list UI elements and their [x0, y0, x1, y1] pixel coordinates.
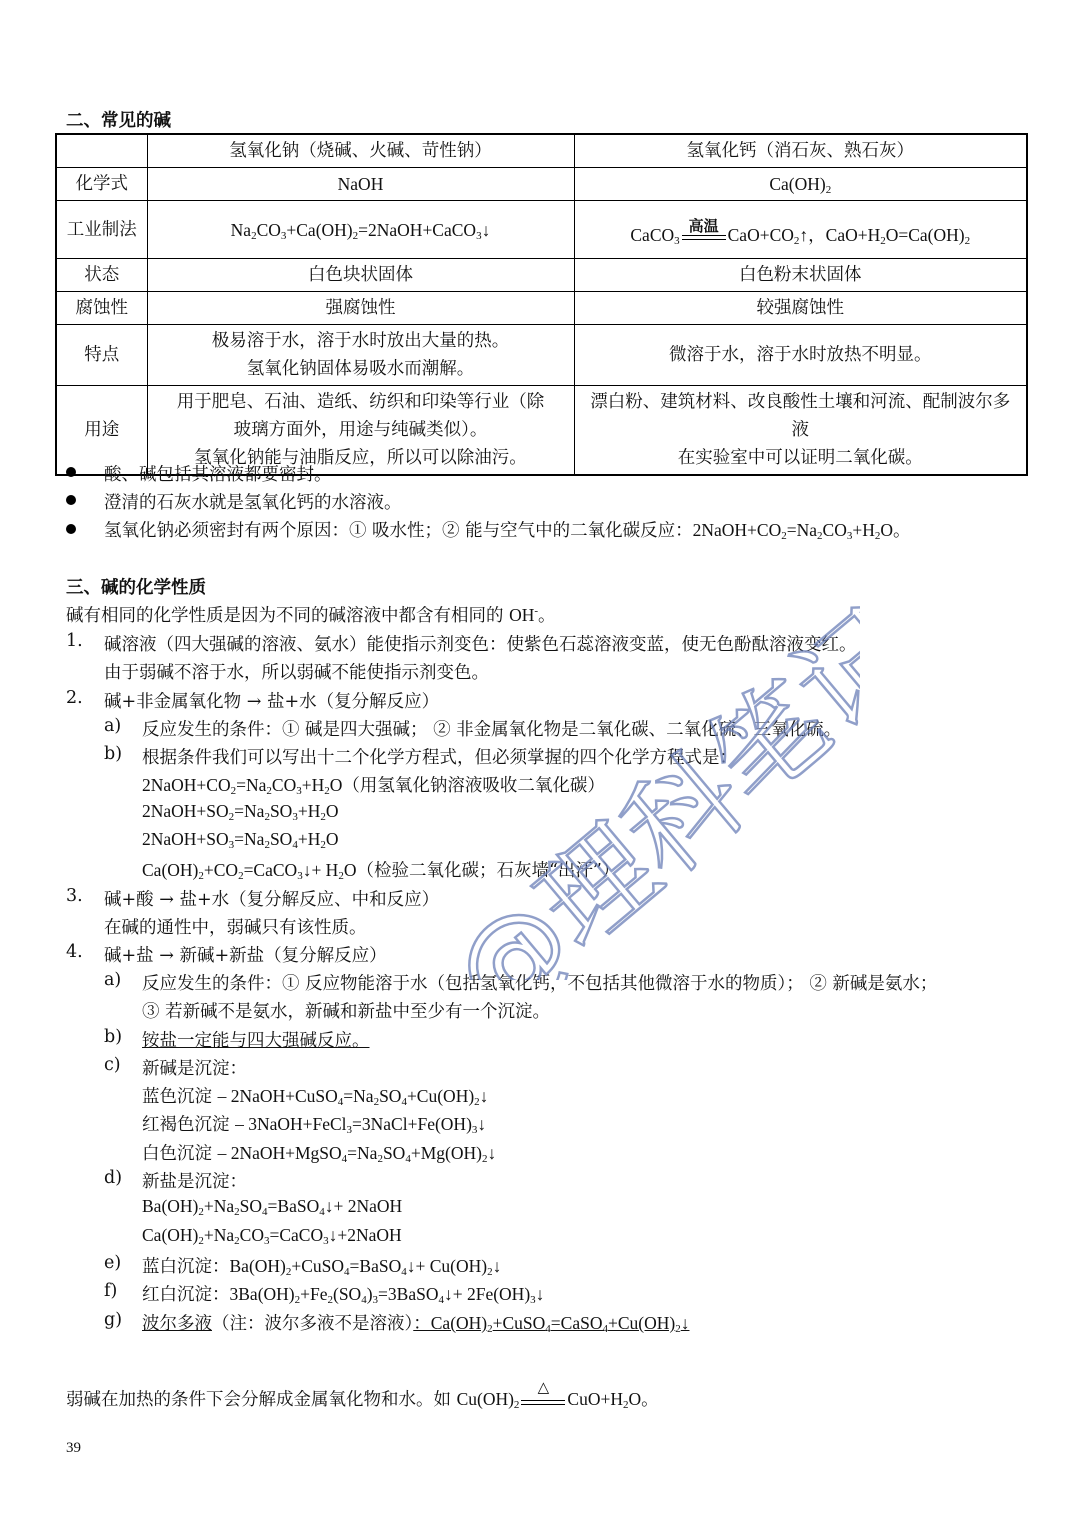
- bases-comparison-table: [55, 133, 1028, 476]
- caoh-corrosiveness: 较强腐蚀性: [574, 292, 1027, 325]
- section-3-intro: 碱有相同的化学性质是因为不同的碱溶液中都含有相同的 OH-。: [66, 605, 556, 626]
- naoh-industrial-method: $Na_2CO_3+Ca(OH)_2=2NaOH+CaCO_3↓$: [147, 201, 574, 259]
- precipitate-equation: 白色沉淀 – $2NaOH+MgSO_4=Na_2SO_4+Mg(OH)_2↓$: [142, 1143, 497, 1165]
- caoh-industrial-method: CaCO$_3$ 高温 $CaO+CO_2↑$，$CaO+H_2O=Ca(OH)_2$: [574, 201, 1027, 259]
- item-number: 3.: [66, 886, 83, 906]
- item-3-text: 在碱的通性中，弱碱只有该性质。: [104, 918, 367, 938]
- bullet-dot: [66, 467, 76, 477]
- row-label: 状态: [56, 259, 147, 292]
- sub-item-label: b): [104, 744, 123, 764]
- equation: $Ca(OH)_2+Na_2CO_3=CaCO_3↓+2NaOH$: [142, 1225, 402, 1247]
- equation: $Ca(OH)_2+CO_2=CaCO_3↓+ H_2O$（检验二氧化碳；石灰墙“出汗”）: [142, 860, 620, 882]
- bordeaux-term: 波尔多液: [142, 1314, 212, 1334]
- item-4a-text: 反应发生的条件：① 反应物能溶于水（包括氢氧化钙，不包括其他微溶于水的物质）； ② 新碱是氨水；: [142, 974, 938, 994]
- item-1-text: 由于弱碱不溶于水，所以弱碱不能使指示剂变色。: [104, 663, 489, 683]
- naoh-use-line: 氢氧化钠能与油脂反应，所以可以除油污。: [194, 448, 527, 468]
- item-4d-text: 新盐是沉淀：: [142, 1172, 247, 1192]
- caoh-use-line: 液: [791, 420, 809, 440]
- table-corner-cell: [56, 134, 147, 168]
- sub-item-label: a): [104, 716, 122, 736]
- item-3-text: 碱+酸 → 盐+水（复分解反应、中和反应）: [104, 890, 440, 910]
- caoh-state: 白色粉末状固体: [574, 259, 1027, 292]
- watermark-text: @理科笔记: [428, 585, 860, 980]
- bordeaux-note: （注：波尔多液不是溶液）: [212, 1314, 414, 1334]
- page-number: 39: [66, 1440, 81, 1456]
- bullet-text: 澄清的石灰水就是氢氧化钙的水溶液。: [104, 493, 402, 513]
- bullet-dot: [66, 495, 76, 505]
- caoh-features: 微溶于水，溶于水时放热不明显。: [574, 325, 1027, 386]
- item-1-text: 碱溶液（四大强碱的溶液、氨水）能使指示剂变色：使紫色石蕊溶液变蓝，使无色酚酞溶液变红。: [104, 635, 857, 655]
- table-row: [56, 292, 1027, 325]
- section-3-heading: 三、碱的化学性质: [66, 578, 206, 598]
- caoh-use-line: 漂白粉、建筑材料、改良酸性土壤和河流、配制波尔多: [590, 392, 1011, 412]
- table-row: [56, 168, 1027, 201]
- section-2-heading: 二、常见的碱: [66, 111, 171, 131]
- item-4f-text: 红白沉淀：$3Ba(OH)_2+Fe_2(SO_4)_3=3BaSO_4↓+$ $2Fe(OH)_3↓$: [142, 1284, 545, 1306]
- sub-item-label: g): [104, 1310, 123, 1330]
- heating-condition: △: [521, 1392, 565, 1410]
- caoh-header: 氢氧化钙（消石灰、熟石灰）: [574, 134, 1027, 168]
- naoh-state: 白色块状固体: [147, 259, 574, 292]
- item-2a-text: 反应发生的条件：① 碱是四大强碱； ② 非金属氧化物是二氧化碳、二氧化硫、三氧化硫。: [142, 720, 842, 740]
- naoh-corrosiveness: 强腐蚀性: [147, 292, 574, 325]
- sub-item-label: c): [104, 1055, 121, 1075]
- caoh-uses: [574, 386, 1027, 476]
- table-row: [56, 201, 1027, 259]
- equation: $Ba(OH)_2+Na_2SO_4=BaSO_4↓+$ 2NaOH: [142, 1196, 403, 1218]
- row-label: 特点: [56, 325, 147, 386]
- equation: $2NaOH+SO_3=Na_2SO_4+H_2O$: [142, 829, 339, 851]
- item-number: 4.: [66, 942, 83, 962]
- caoh-use-line: 在实验室中可以证明二氧化碳。: [677, 448, 923, 468]
- row-label: 化学式: [56, 168, 147, 201]
- naoh-use-line: 玻璃方面外，用途与纯碱类似）。: [233, 420, 488, 440]
- bullet-dot: [66, 524, 76, 534]
- weak-base-decomposition: 弱碱在加热的条件下会分解成金属氧化物和水。如 $Cu(OH)_2$ △ $CuO+H_2O$。: [66, 1377, 659, 1411]
- item-4b-text: 铵盐一定能与四大强碱反应。: [142, 1031, 370, 1051]
- precipitate-equation: 蓝色沉淀 – $2NaOH+CuSO_4=Na_2SO_4+Cu(OH)_2↓$: [142, 1086, 489, 1108]
- item-4-text: 碱+盐 → 新碱+新盐（复分解反应）: [104, 946, 387, 966]
- naoh-formula: NaOH: [147, 168, 574, 201]
- naoh-use-line: 用于肥皂、石油、造纸、纺织和印染等行业（除: [176, 392, 545, 412]
- naoh-header: 氢氧化钠（烧碱、火碱、苛性钠）: [147, 134, 574, 168]
- naoh-feature-line: 氢氧化钠固体易吸水而潮解。: [246, 359, 475, 379]
- naoh-feature-line: 极易溶于水，溶于水时放出大量的热。: [211, 331, 510, 351]
- item-number: 2.: [66, 688, 83, 708]
- caoh-formula: $Ca(OH)_2$: [574, 168, 1027, 201]
- item-4e-text: 蓝白沉淀：$Ba(OH)_2+CuSO_4=BaSO_4↓+$ $Cu(OH)_2↓$: [142, 1256, 502, 1278]
- item-4g-text: 波尔多液（注：波尔多液不是溶液）：$Ca(OH)_2+CuSO_4=CaSO_4+Cu(OH)_2↓$: [142, 1313, 690, 1335]
- naoh-features: [147, 325, 574, 386]
- table-row: [56, 259, 1027, 292]
- item-2-text: 碱+非金属氧化物 → 盐+水（复分解反应）: [104, 692, 440, 712]
- sub-item-label: a): [104, 970, 122, 990]
- item-number: 1.: [66, 631, 83, 651]
- precipitate-equation: 红褐色沉淀 – $3NaOH+FeCl_3=3NaCl+Fe(OH)_3↓$: [142, 1114, 487, 1136]
- row-label: 用途: [56, 386, 147, 476]
- equation: $2NaOH+SO_2=Na_2SO_3+H_2O$: [142, 801, 339, 823]
- row-label: 工业制法: [56, 201, 147, 259]
- sub-item-label: d): [104, 1168, 123, 1188]
- item-2b-text: 根据条件我们可以写出十二个化学方程式，但必须掌握的四个化学方程式是：: [142, 748, 737, 768]
- sub-item-label: f): [104, 1281, 118, 1301]
- table-header-row: [56, 134, 1027, 168]
- equation: $2NaOH+CO_2=Na_2CO_3+H_2O$（用氢氧化钠溶液吸收二氧化碳）: [142, 775, 605, 797]
- high-temperature-condition: 高温: [682, 227, 726, 245]
- bullet-text-sealing: 氢氧化钠必须密封有两个原因：① 吸水性；② 能与空气中的二氧化碳反应：$2NaOH+CO_2=Na_2CO_3+H_2O$。: [104, 520, 911, 542]
- item-4c-text: 新碱是沉淀：: [142, 1059, 247, 1079]
- row-label: 腐蚀性: [56, 292, 147, 325]
- sub-item-label: e): [104, 1253, 122, 1273]
- sub-item-label: b): [104, 1027, 123, 1047]
- bullet-text: 酸、碱包括其溶液都要密封。: [104, 465, 332, 485]
- table-row: [56, 325, 1027, 386]
- item-4a-text: ③ 若新碱不是氨水，新碱和新盐中至少有一个沉淀。: [142, 1002, 551, 1022]
